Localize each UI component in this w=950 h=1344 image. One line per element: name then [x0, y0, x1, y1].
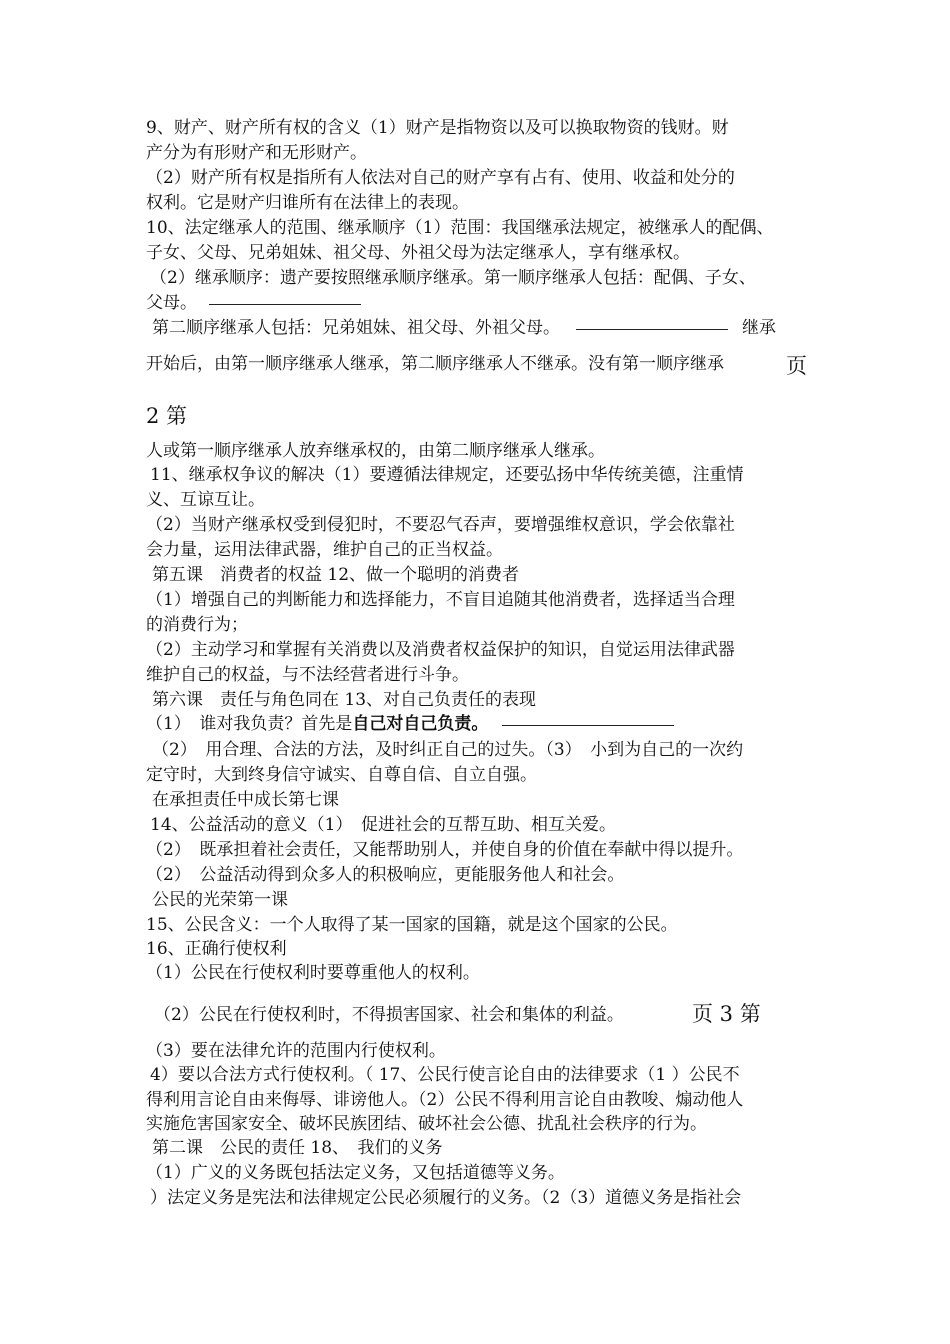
text-line: 第五课 消费者的权益 12、做一个聪明的消费者: [152, 565, 520, 585]
text-line: （2）主动学习和掌握有关消费以及消费者权益保护的知识，自觉运用法律武器: [146, 640, 735, 660]
emphasis-text: 自己对自己负责。: [352, 714, 489, 734]
fill-in-blank: [576, 328, 728, 330]
text-line: （2）当财产继承权受到侵犯时，不要忍气吞声，要增强维权意识，学会依靠社: [146, 515, 735, 535]
text-line: 10、法定继承人的范围、继承顺序（1）范围：我国继承法规定，被继承人的配偶、: [146, 218, 774, 238]
text-line: 公民的光荣第一课: [152, 890, 288, 910]
fill-in-blank: [502, 724, 674, 726]
text-line: 人或第一顺序继承人放弃继承权的，由第二顺序继承人继承。: [146, 441, 605, 461]
text-line: （2）公民在行使权利时，不得损害国家、社会和集体的利益。: [154, 1005, 624, 1025]
text-line: [146, 712, 674, 736]
text-line: 得利用言论自由来侮辱、诽谤他人。（2）公民不得利用言论自由教唆、煽动他人: [146, 1090, 744, 1110]
fill-in-blank: [209, 303, 361, 305]
text-line: [152, 316, 776, 340]
page-marker: 2 第: [146, 404, 188, 428]
text-line: 第二课 公民的责任 18、 我们的义务: [152, 1138, 443, 1158]
text-line: 开始后，由第一顺序继承人继承，第二顺序继承人不继承。没有第一顺序继承: [146, 354, 724, 374]
text-line: 义、互谅互让。: [146, 490, 265, 510]
text-line: 第六课 责任与角色同在 13、对自己负责任的表现: [152, 690, 537, 710]
text-line: 4）要以合法方式行使权利。（ 17、公民行使言论自由的法律要求（1 ）公民不: [150, 1065, 740, 1085]
text-segment: （1） 谁对我负责？首先是: [146, 714, 353, 734]
text-line: [146, 291, 361, 315]
text-line: 的消费行为；: [146, 615, 248, 635]
text-line: （2） 既承担着社会责任，又能帮助别人，并使自身的价值在奉献中得以提升。: [146, 840, 744, 860]
text-line: 在承担责任中成长第七课: [152, 790, 339, 810]
text-line: 维护自己的权益，与不法经营者进行斗争。: [146, 665, 469, 685]
text-line: （1）增强自己的判断能力和选择能力，不盲目追随其他消费者，选择适当合理: [146, 590, 735, 610]
text-line: （3）要在法律允许的范围内行使权利。: [146, 1041, 446, 1061]
text-line: 15、公民含义：一个人取得了某一国家的国籍，就是这个国家的公民。: [146, 915, 678, 935]
text-line: 会力量，运用法律武器，维护自己的正当权益。: [146, 540, 503, 560]
text-line: 14、公益活动的意义（1） 促进社会的互帮互助、相互关爱。: [150, 815, 616, 835]
text-line: （2）财产所有权是指所有人依法对自己的财产享有占有、使用、收益和处分的: [146, 168, 735, 188]
text-segment: 继承: [742, 318, 776, 338]
page-marker: 页: [786, 354, 807, 378]
text-line: （1）公民在行使权利时要尊重他人的权利。: [146, 963, 480, 983]
page-marker: 页 3 第: [692, 1002, 761, 1026]
text-line: 子女、父母、兄弟姐妹、祖父母、外祖父母为法定继承人，享有继承权。: [146, 243, 690, 263]
text-line: （2）继承顺序：遗产要按照继承顺序继承。第一顺序继承人包括：配偶、子女、: [150, 268, 756, 288]
text-line: （1）广义的义务既包括法定义务，又包括道德等义务。: [146, 1163, 565, 1183]
text-line: 11、继承权争议的解决（1）要遵循法律规定，还要弘扬中华传统美德，注重情: [150, 465, 744, 485]
text-line: 定守时，大到终身信守诚实、自尊自信、自立自强。: [146, 765, 537, 785]
text-line: （2） 用合理、合法的方法，及时纠正自己的过失。（3） 小到为自己的一次约: [152, 740, 744, 760]
text-line: 产分为有形财产和无形财产。: [146, 143, 367, 163]
text-line: 9、财产、财产所有权的含义（1）财产是指物资以及可以换取物资的钱财。财: [146, 118, 729, 138]
text-segment: 第二顺序继承人包括：兄弟姐妹、祖父母、外祖父母。: [152, 318, 560, 338]
text-line: （2） 公益活动得到众多人的积极响应，更能服务他人和社会。: [146, 865, 625, 885]
text-line: 16、正确行使权利: [146, 939, 287, 959]
text-segment: 父母。: [146, 293, 197, 313]
text-line: 权利。它是财产归谁所有在法律上的表现。: [146, 193, 469, 213]
text-line: ）法定义务是宪法和法律规定公民必须履行的义务。（2（3）道德义务是指社会: [150, 1188, 742, 1208]
text-line: 实施危害国家安全、破坏民族团结、破坏社会公德、扰乱社会秩序的行为。: [146, 1114, 707, 1134]
